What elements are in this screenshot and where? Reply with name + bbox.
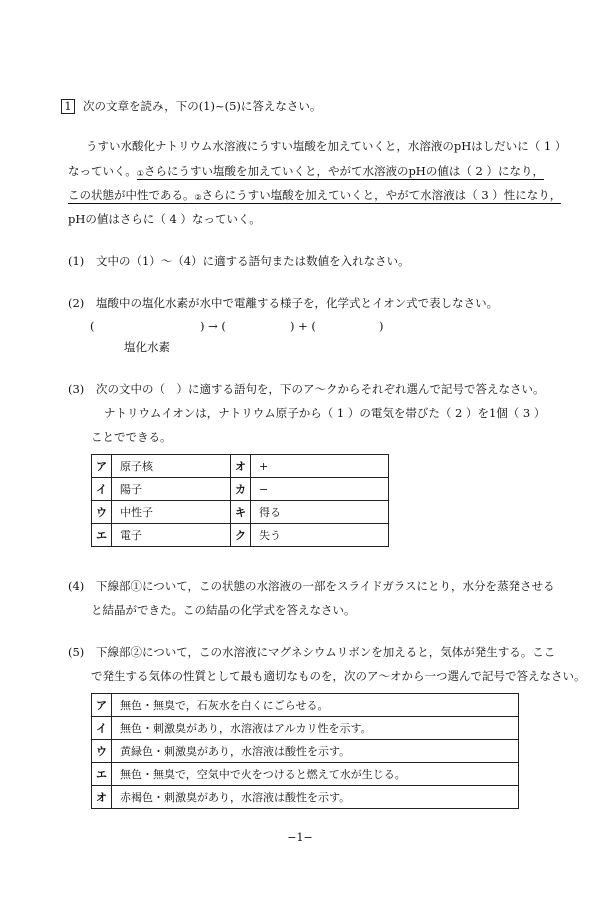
- option-value: −: [251, 478, 389, 501]
- table-row: [92, 478, 389, 501]
- underline-1: [137, 164, 544, 180]
- sub-question-5-number: (5): [68, 645, 85, 659]
- sub-question-3: [68, 383, 544, 397]
- option-key: イ: [92, 478, 112, 501]
- option-key: ウ: [92, 501, 112, 524]
- question-heading: [61, 99, 321, 114]
- sub-question-1: [68, 255, 410, 269]
- equation-plus: ) + (: [290, 319, 316, 333]
- question-heading-text: 次の文章を読み，下の(1)~(5)に答えなさい。: [83, 99, 322, 113]
- underline-1-continued: この状態が中性である。: [68, 188, 195, 202]
- table-row: [92, 694, 519, 717]
- option-value: 黄緑色・刺激臭があり，水溶液は酸性を示す。: [112, 740, 519, 763]
- table-row: [92, 455, 389, 478]
- option-key: ア: [92, 455, 112, 478]
- page-number: −1−: [287, 831, 313, 844]
- option-value: +: [251, 455, 389, 478]
- underline-2-text: さらにうすい塩酸を加えていくと，やがて水溶液は（ 3 ）性になり，: [201, 188, 562, 202]
- underline-marker-2: ②: [194, 193, 202, 202]
- passage-line-1: うすい水酸化ナトリウム水溶液にうすい塩酸を加えていくと，水溶液のpHはしだいに（ 1 ）: [86, 139, 567, 153]
- options-table-5: [91, 693, 519, 809]
- sub-question-3-number: (3): [68, 382, 85, 396]
- table-row: [92, 740, 519, 763]
- option-key: ア: [92, 694, 112, 717]
- passage-line-3: [68, 189, 561, 203]
- table-row: [92, 717, 519, 740]
- sub-question-3-text: 次の文中の（ ）に適する語句を，下のア～クからそれぞれ選んで記号で答えなさい。: [95, 382, 545, 396]
- sub-question-5-line-2: で発生する気体の性質として最も適切なものを，次のア～オから一つ選んで記号で答えなさい。: [91, 669, 586, 683]
- option-value: 無色・無臭で，空気中で火をつけると燃えて水が生じる。: [112, 763, 519, 786]
- option-value: 原子核: [112, 455, 231, 478]
- sub-question-3-sentence-1: ナトリウムイオンは，ナトリウム原子から（ 1 ）の電気を帯びた（ 2 ）を1個（ 3 ）: [104, 406, 546, 420]
- option-key: エ: [92, 524, 112, 547]
- option-key: ウ: [92, 740, 112, 763]
- equation-open-paren: (: [90, 319, 95, 333]
- sub-question-4-line-2: と結晶ができた。この結晶の化学式を答えなさい。: [91, 603, 356, 617]
- option-key: エ: [92, 763, 112, 786]
- sub-question-5-line-1: 下線部②について，この水溶液にマグネシウムリボンを加えると，気体が発生する。ここ: [95, 645, 556, 659]
- options-table-3: [91, 454, 389, 547]
- table-row: [92, 501, 389, 524]
- passage-line-2-start: なっていく。: [68, 164, 137, 178]
- sub-question-4: [68, 580, 554, 594]
- sub-question-3-sentence-2: ことでできる。: [91, 430, 172, 444]
- sub-question-1-number: (1): [68, 254, 85, 268]
- option-value: 赤褐色・刺激臭があり，水溶液は酸性を示す。: [112, 786, 519, 809]
- sub-question-4-line-1: 下線部①について，この状態の水溶液の一部をスライドガラスにとり，水分を蒸発させる: [95, 579, 555, 593]
- option-key: オ: [92, 786, 112, 809]
- option-value: 無色・刺激臭があり，水溶液はアルカリ性を示す。: [112, 717, 519, 740]
- equation-caption: 塩化水素: [124, 340, 170, 354]
- option-value: 得る: [251, 501, 389, 524]
- underline-1-text: さらにうすい塩酸を加えていくと，やがて水溶液のpHの値は（ 2 ）になり，: [143, 164, 544, 178]
- option-value: 陽子: [112, 478, 231, 501]
- option-key: イ: [92, 717, 112, 740]
- passage-line-4: pHの値はさらに（ 4 ）なっていく。: [68, 212, 261, 226]
- question-number-box: 1: [61, 99, 75, 114]
- option-key: キ: [231, 501, 251, 524]
- option-value: 電子: [112, 524, 231, 547]
- option-value: 失う: [251, 524, 389, 547]
- sub-question-2-number: (2): [68, 296, 85, 310]
- option-key: オ: [231, 455, 251, 478]
- sub-question-5: [68, 646, 555, 660]
- equation-arrow: ) → (: [200, 319, 226, 333]
- table-row: [92, 786, 519, 809]
- option-value: 無色・無臭で，石灰水を白くにごらせる。: [112, 694, 519, 717]
- sub-question-1-text: 文中の（1）～（4）に適する語句または数値を入れなさい。: [95, 254, 410, 268]
- table-row: [92, 524, 389, 547]
- table-row: [92, 763, 519, 786]
- sub-question-2: [68, 297, 498, 311]
- option-key: ク: [231, 524, 251, 547]
- sub-question-2-text: 塩酸中の塩化水素が水中で電離する様子を，化学式とイオン式で表しなさい。: [95, 296, 499, 310]
- passage-line-2: [68, 165, 544, 179]
- underline-marker-1: ①: [136, 169, 144, 178]
- underline-2: [195, 188, 562, 204]
- option-value: 中性子: [112, 501, 231, 524]
- equation-close-paren: ): [379, 319, 384, 333]
- option-key: カ: [231, 478, 251, 501]
- sub-question-4-number: (4): [68, 579, 85, 593]
